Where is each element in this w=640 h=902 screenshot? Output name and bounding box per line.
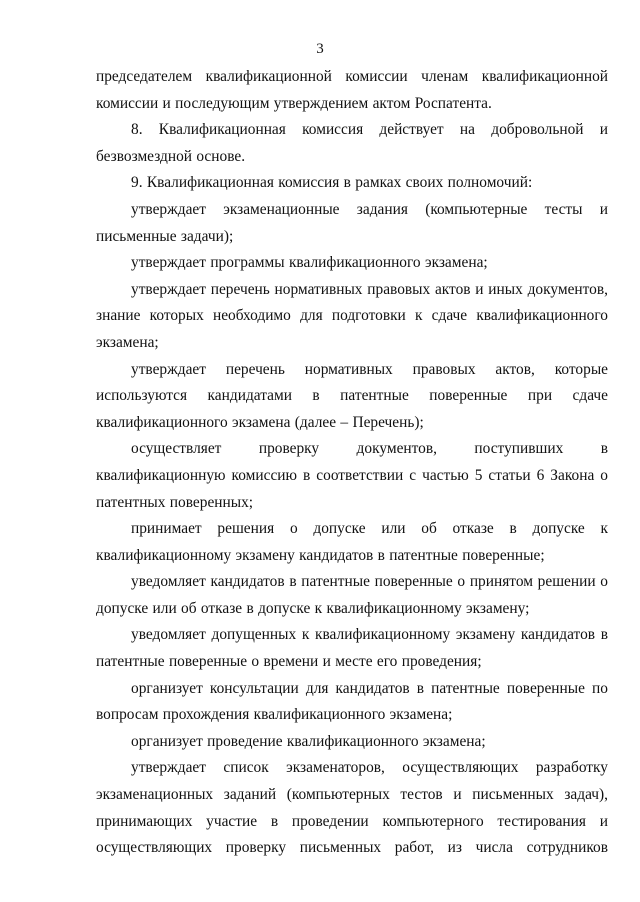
list-item-conduct-exam: организует проведение квалификационного экзамена; [131,732,486,750]
list-item-consultations: организует консультации для кандидатов в патентные поверенные по вопросам прохождения квалификационного экзамена; [96,679,608,724]
list-item-exam-tasks: утверждает экзаменационные задания (компьютерные тесты и письменные задачи); [96,200,608,245]
paragraph-item-9: 9. Квалификационная комиссия в рамках своих полномочий: [131,174,533,192]
page-number: 3 [316,41,324,57]
list-item-examiners: утверждает список экзаменаторов, осуществляющих разработку экзаменационных заданий (компьютерных тестов и письменных задач), принимающих участие в проведении компьютерного тестирования и осуществляющих проверку письменных работ, из числа сотрудников [96,759,608,857]
list-item-admission-decision: принимает решения о допуске или об отказе в допуске к квалификационному экзамену кандидатов в патентные поверенные; [96,520,608,564]
list-item-document-check: осуществляет проверку документов, поступивших в квалификационную комиссию в соответствии с частью 5 статьи 6 Закона о патентных поверенных; [96,440,608,511]
paragraph-continuation: председателем квалификационной комиссии членам квалификационной комиссии и последующим утверждением актом Роспатента. [96,68,608,112]
paragraph-item-8: 8. Квалификационная комиссия действует на добровольной и безвозмездной основе. [96,121,608,165]
list-item-exam-programs: утверждает программы квалификационного экзамена; [131,254,488,272]
list-item-notify-time-place: уведомляет допущенных к квалификационному экзамену кандидатов в патентные поверенные о времени и месте его проведения; [96,626,608,671]
list-item-acts-list: утверждает перечень нормативных правовых актов и иных документов, знание которых необходимо для подготовки к сдаче квалификационного экзамена; [96,280,608,351]
document-body [96,64,608,862]
list-item-acts-for-exam: утверждает перечень нормативных правовых актов, которые используются кандидатами в патентные поверенные при сдаче квалификационного экзамена (далее – Перечень); [96,360,608,431]
list-item-notify-decision: уведомляет кандидатов в патентные поверенные о принятом решении о допуске или об отказе в допуске к квалификационному экзамену; [96,573,608,617]
